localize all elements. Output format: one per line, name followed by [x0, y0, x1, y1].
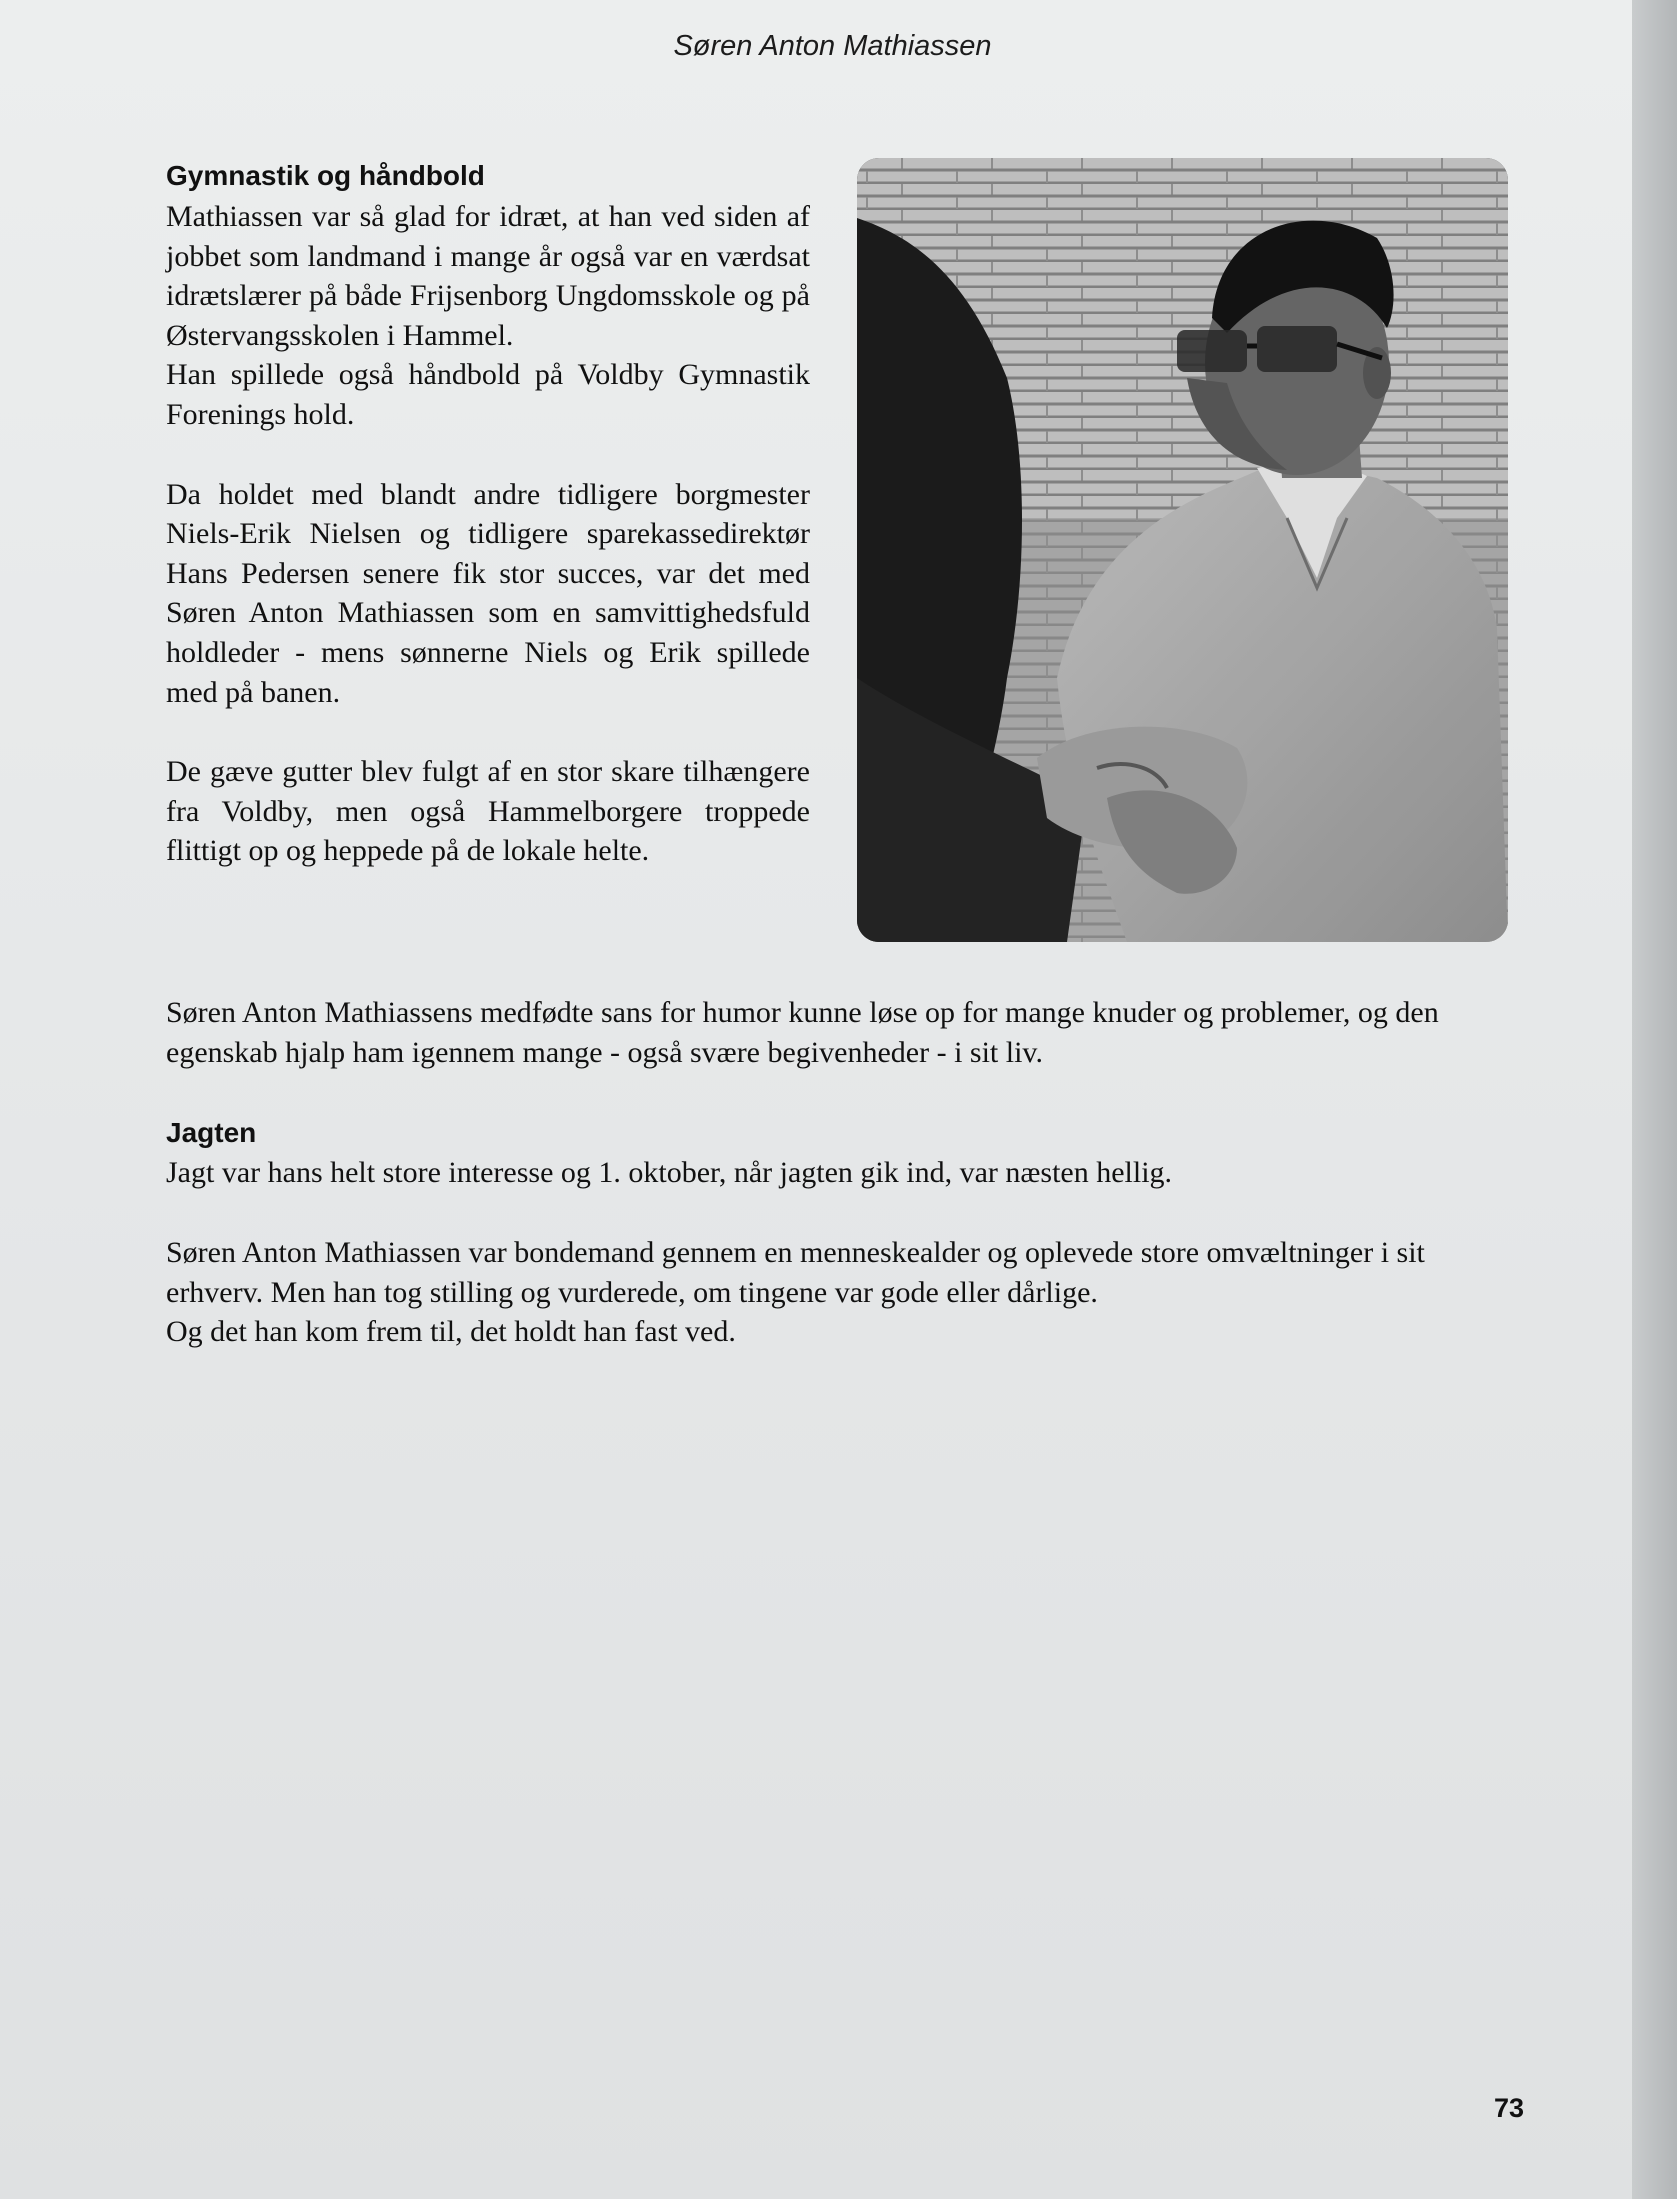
- paragraph: Han spillede også håndbold på Voldby Gymnastik Forenings hold.: [166, 358, 810, 431]
- paragraph: De gæve gutter blev fulgt af en stor skare tilhængere fra Voldby, men også Hammelborgere troppede flittigt op og heppede på de lokale helte.: [166, 755, 810, 868]
- paragraph: Søren Anton Mathiassens medfødte sans for humor kunne løse op for mange knuder og problemer, og den egenskab hjalp ham igennem mange - også svære begivenheder - i sit liv.: [166, 996, 1439, 1069]
- page-number: 73: [1494, 2093, 1525, 2123]
- paragraph-block: [166, 1153, 1516, 1193]
- page-edge: [1632, 0, 1677, 2199]
- paragraph: Søren Anton Mathiassen var bondemand gennem en menneskealder og oplevede store omvæltninger i sit erhverv. Men han tog stilling og vurderede, om tingene var gode eller dårlige.: [166, 1236, 1425, 1309]
- paragraph: Og det han kom frem til, det holdt han fast ved.: [166, 1315, 736, 1349]
- portrait-photo: [857, 158, 1508, 942]
- running-header: Søren Anton Mathiassen: [673, 30, 992, 62]
- section-heading-gymnastik: Gymnastik og håndbold: [166, 160, 485, 191]
- section-heading-jagten: Jagten: [166, 1117, 257, 1148]
- paragraph-block: [166, 1233, 1516, 1352]
- left-text-column: [166, 197, 810, 871]
- paragraph: Jagt var hans helt store interesse og 1. oktober, når jagten gik ind, var næsten hellig.: [166, 1156, 1173, 1189]
- paragraph-block: [166, 993, 1516, 1072]
- paragraph: Mathiassen var så glad for idræt, at han ved siden af jobbet som landmand i mange år også var en værdsat idrætslærer på både Frijsenborg Ungdomsskole og på Østervangsskolen i Hammel.: [166, 200, 810, 352]
- portrait-photo-illustration: [857, 158, 1508, 942]
- paragraph: Da holdet med blandt andre tidligere borgmester Niels-Erik Nielsen og tidligere sparekassedirektør Hans Pedersen senere fik stor succes, var det med Søren Anton Mathiassen som en samvittighedsfuld holdleder - mens sønnerne Niels og Erik spillede med på banen.: [166, 477, 810, 709]
